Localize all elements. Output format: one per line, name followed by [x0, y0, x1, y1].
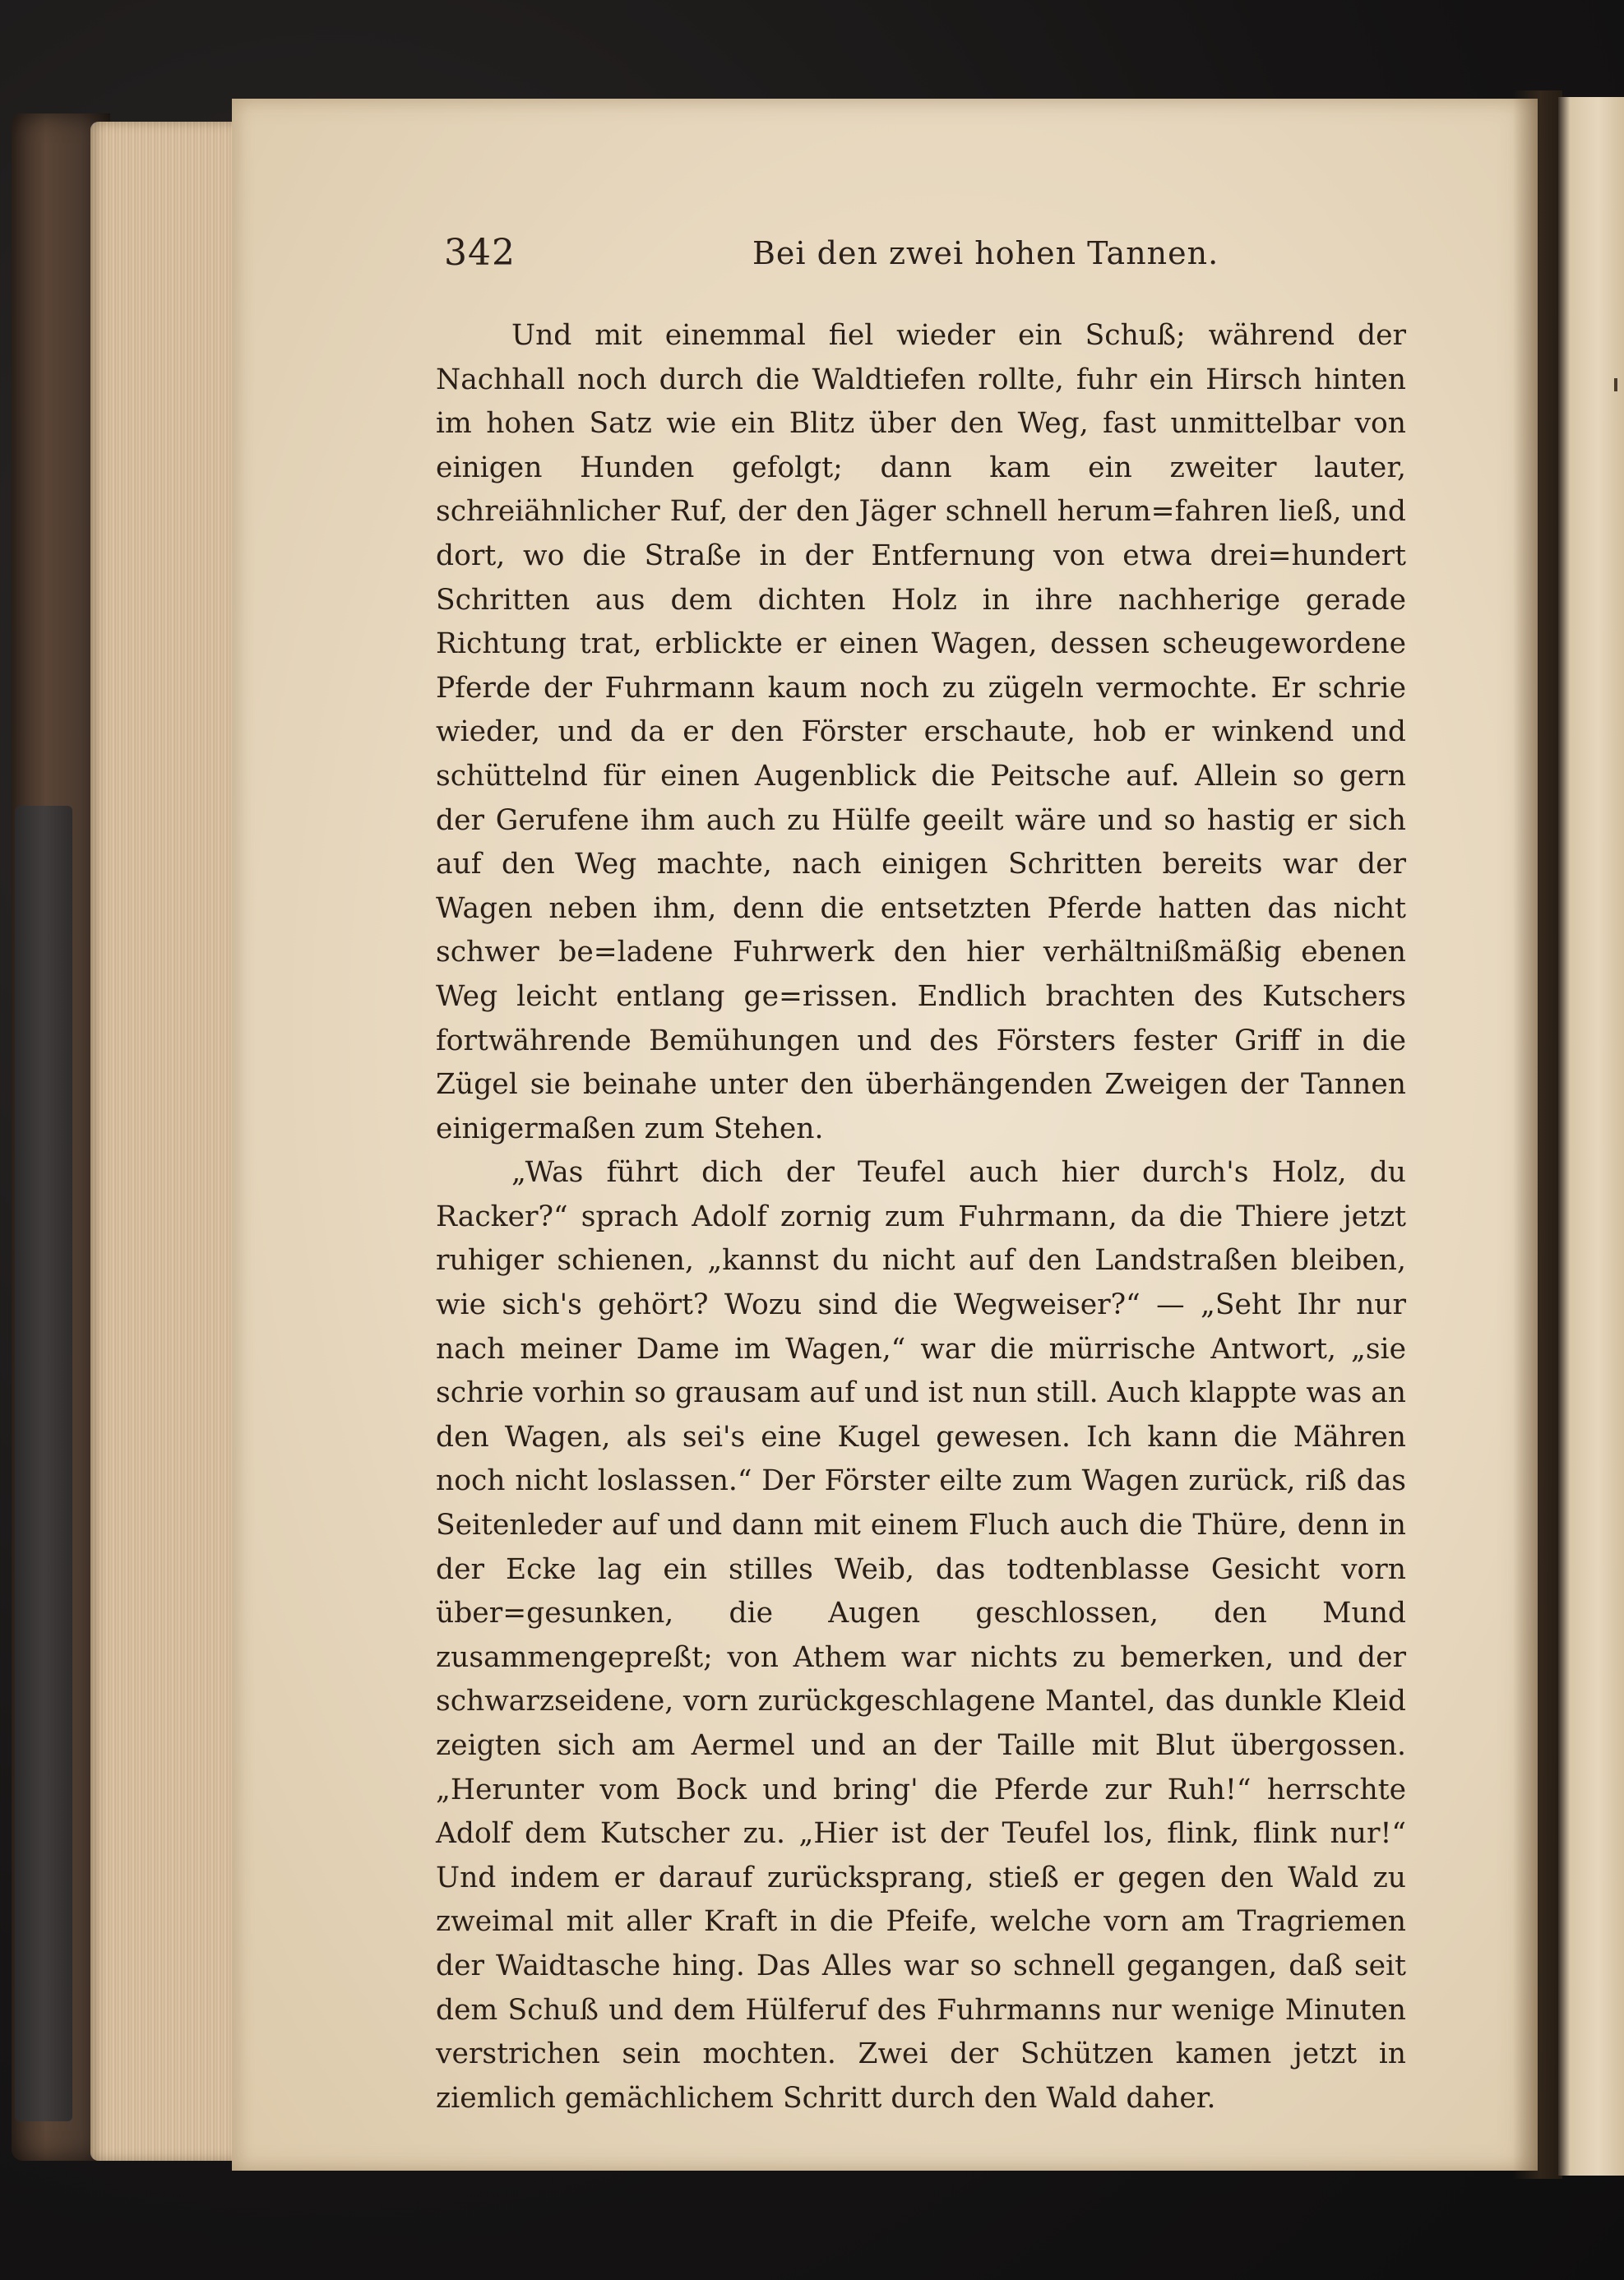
- page-header: [444, 232, 1414, 281]
- book-gutter-shadow: [1513, 90, 1562, 2179]
- book-cover-cloth: [15, 806, 72, 2121]
- facing-page-edge: [1558, 97, 1624, 2176]
- body-text: [436, 314, 1406, 2120]
- page-number: 342: [444, 232, 516, 274]
- paragraph-1: Und mit einemmal fiel wieder ein Schuß; während der Nachhall noch durch die Waldtiefen rollte, fuhr ein Hirsch hinten im hohen Satz wie ein Blitz über den Weg, fast unmittelbar von einigen Hunden gefolgt; dann kam ein zweiter lauter, schreiähnlicher Ruf, der den Jäger schnell herum=fahren ließ, und dort, wo die Straße in der Entfernung von etwa drei=hundert Schritten aus dem dichten Holz in ihre nachherige gerade Richtung trat, erblickte er einen Wagen, dessen scheugewordene Pferde der Fuhrmann kaum noch zu zügeln vermochte. Er schrie wieder, und da er den Förster erschaute, hob er winkend und schüttelnd für einen Augenblick die Peitsche auf. Allein so gern der Gerufene ihm auch zu Hülfe geeilt wäre und so hastig er sich auf den Weg machte, nach einigen Schritten bereits war der Wagen neben ihm, denn die entsetzten Pferde hatten das nicht schwer be=ladene Fuhrwerk den hier verhältnißmäßig ebenen Weg leicht entlang ge=rissen. Endlich brachten des Kutschers fortwährende Bemühungen und des Försters fester Griff in die Zügel sie beinahe unter den überhängenden Zweigen der Tannen einigermaßen zum Stehen.: [436, 319, 1406, 1145]
- paragraph-2: „Was führt dich der Teufel auch hier durch's Holz, du Racker?“ sprach Adolf zornig zum Fuhrmann, da die Thiere jetzt ruhiger schienen, „kannst du nicht auf den Landstraßen bleiben, wie sich's gehört? Wozu sind die Wegweiser?“ — „Seht Ihr nur nach meiner Dame im Wagen,“ war die mürrische Antwort, „sie schrie vorhin so grausam auf und ist nun still. Auch klappte was an den Wagen, als sei's eine Kugel gewesen. Ich kann die Mähren noch nicht loslassen.“ Der Förster eilte zum Wagen zurück, riß das Seitenleder auf und dann mit einem Fluch auch die Thüre, denn in der Ecke lag ein stilles Weib, das todtenblasse Gesicht vorn über=gesunken, die Augen geschlossen, den Mund zusammengepreßt; von Athem war nichts zu bemerken, und der schwarzseidene, vorn zurückgeschlagene Mantel, das dunkle Kleid zeigten sich am Aermel und an der Taille mit Blut übergossen. „Herunter vom Bock und bring' die Pferde zur Ruh!“ herrschte Adolf dem Kutscher zu. „Hier ist der Teufel los, flink, flink nur!“ Und indem er darauf zurücksprang, stieß er gegen den Wald zu zweimal mit aller Kraft in die Pfeife, welche vorn am Tragriemen der Waidtasche hing. Das Alles war so schnell gegangen, daß seit dem Schuß und dem Hülferuf des Fuhrmanns nur wenige Minuten verstrichen sein mochten. Zwei der Schützen kamen jetzt in ziemlich gemächlichem Schritt durch den Wald daher.: [436, 1156, 1406, 2115]
- running-head: Bei den zwei hohen Tannen.: [752, 235, 1219, 271]
- page-edges-stack: [90, 122, 237, 2161]
- facing-page-mark: [1614, 378, 1617, 391]
